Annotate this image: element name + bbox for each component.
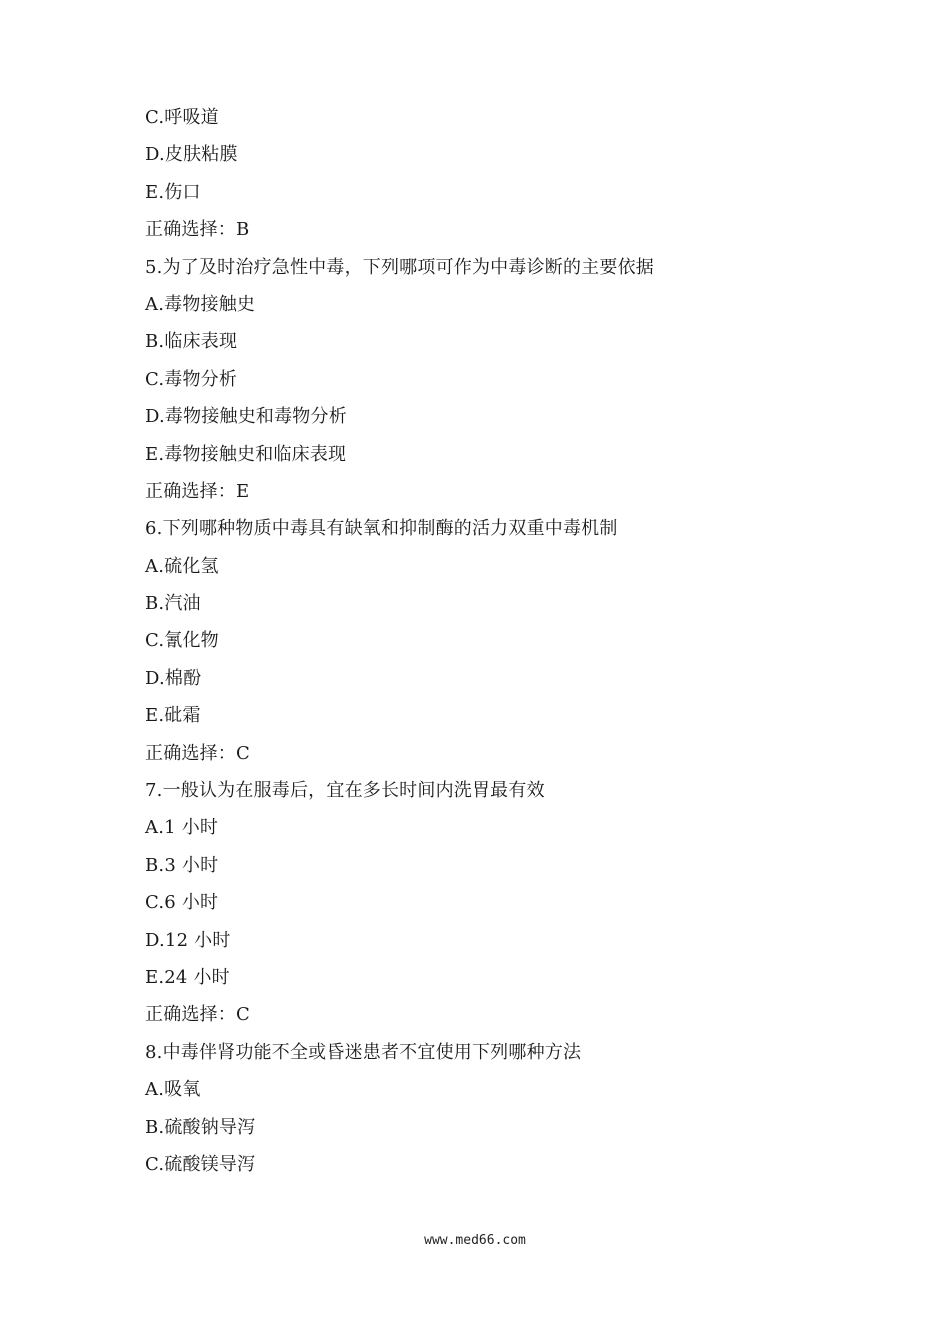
option-line: C.毒物分析 <box>145 368 238 390</box>
option-line: B.3 小时 <box>145 854 219 876</box>
footer-url: www.med66.com <box>424 1233 526 1248</box>
option-line: D.棉酚 <box>145 667 202 689</box>
question-6: 6.下列哪种物质中毒具有缺氧和抑制酶的活力双重中毒机制 <box>145 518 618 540</box>
option-line: A.硫化氢 <box>145 555 219 577</box>
option-line: D.12 小时 <box>145 929 231 951</box>
option-line: C.硫酸镁导泻 <box>145 1153 256 1175</box>
document-body <box>145 99 845 1183</box>
option-line: D.皮肤粘膜 <box>145 144 238 166</box>
option-line: C.呼吸道 <box>145 107 219 128</box>
option-line: E.砒霜 <box>145 705 201 727</box>
option-line: A.吸氧 <box>145 1079 201 1101</box>
answer-line: 正确选择：E <box>145 480 250 502</box>
answer-line: 正确选择：C <box>145 742 250 764</box>
option-line: B.汽油 <box>145 593 201 615</box>
option-line: B.硫酸钠导泻 <box>145 1116 256 1138</box>
option-line: C.氰化物 <box>145 630 219 652</box>
option-line: A.毒物接触史 <box>145 293 256 315</box>
option-line: A.1 小时 <box>145 817 219 839</box>
option-line: C.6 小时 <box>145 892 219 914</box>
question-8: 8.中毒伴肾功能不全或昏迷患者不宜使用下列哪种方法 <box>145 1041 582 1063</box>
option-line: E.24 小时 <box>145 966 230 988</box>
option-line: B.临床表现 <box>145 331 238 353</box>
answer-line: 正确选择：C <box>145 1004 250 1026</box>
question-5: 5.为了及时治疗急性中毒，下列哪项可作为中毒诊断的主要依据 <box>145 256 654 278</box>
option-line: E.毒物接触史和临床表现 <box>145 443 347 465</box>
question-7: 7.一般认为在服毒后，宜在多长时间内洗胃最有效 <box>145 780 545 802</box>
option-line: D.毒物接触史和毒物分析 <box>145 406 347 428</box>
answer-line: 正确选择：B <box>145 219 250 241</box>
option-line: E.伤口 <box>145 181 201 203</box>
